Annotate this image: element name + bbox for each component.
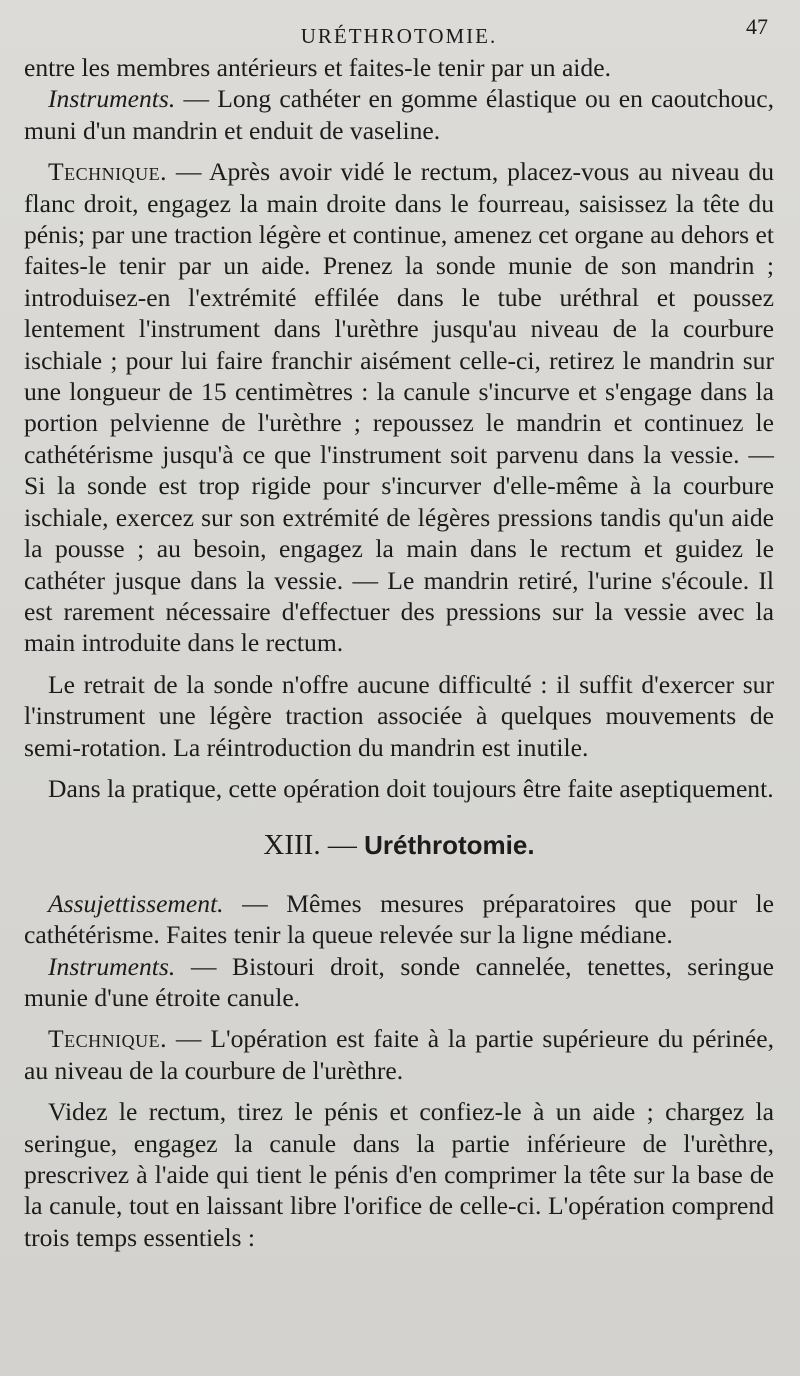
paragraph-assujettissement <box>24 888 774 951</box>
running-head <box>24 0 774 52</box>
section-heading <box>24 830 774 861</box>
assujettissement-label: Assujettissement. <box>48 888 224 918</box>
instruments-text: — Long cathéter en gomme élastique ou en caoutchouc, muni d'un mandrin et enduit de vaseline. <box>24 84 774 145</box>
body-text <box>24 52 774 1253</box>
section-title: Uréthrotomie. <box>364 830 535 861</box>
technique-2-text: — L'opération est faite à la partie supérieure du périnée, au niveau de la courbure de l'urèthre. <box>24 1024 774 1085</box>
paragraph-pratique: Dans la pratique, cette opération doit toujours être faite aseptiquement. <box>48 773 774 803</box>
technique-2-label: Technique. <box>48 1024 168 1054</box>
paragraph-continuation: entre les membres antérieurs et faites-le tenir par un aide. <box>24 53 611 82</box>
instruments-label: Instruments. <box>48 84 176 114</box>
instruments-2-label: Instruments. <box>48 951 176 981</box>
instruments-2-text: — Bistouri droit, sonde cannelée, tenettes, seringue munie d'une étroite canule. <box>24 951 774 1012</box>
technique-label: Technique. <box>48 157 168 187</box>
paragraph-instruments-2 <box>24 951 774 1014</box>
running-title: URÉTHROTOMIE. <box>300 24 498 48</box>
paragraph-retrait: Le retrait de la sonde n'offre aucune difficulté : il suffit d'exercer sur l'instrument une légère traction associée à quelques mouvements de semi-rotation. La réintroduction du mandrin est inutile. <box>24 669 774 762</box>
paragraph-technique <box>24 156 774 659</box>
paragraph-videz: Videz le rectum, tirez le pénis et confiez-le à un aide ; chargez la seringue, engagez la canule dans la partie inférieure de l'urèthre, prescrivez à l'aide qui tient le pénis d'en comprimer la tête sur la base de la canule, tout en laissant libre l'orifice de celle-ci. L'opération comprend trois temps essentiels : <box>24 1097 774 1252</box>
paragraph-technique-2 <box>24 1023 774 1086</box>
assujettissement-text: — Mêmes mesures préparatoires que pour le cathétérisme. Faites tenir la queue relevée sur la ligne médiane. <box>24 888 774 950</box>
section-number: XIII. — <box>263 829 365 862</box>
paragraph-instruments <box>24 83 774 146</box>
technique-text: — Après avoir vidé le rectum, placez-vous au niveau du flanc droit, engagez la main droite dans le fourreau, saisissez la tête du pénis; par une traction légère et continue, amenez cet organe au dehors et faites-le tenir par un aide. Prenez la sonde munie de son mandrin ; introduisez-en l'extrémité effilée dans le tube uréthral et poussez lentement l'instrument dans l'urèthre jusqu'au niveau de la courbure ischiale ; pour lui faire franchir aisément celle-ci, retirez le mandrin sur une longueur de 15 centimètres : la canule s'incurve et s'engage dans la portion pelvienne de l'urèthre ; repoussez le mandrin et continuez le cathétérisme jusqu'à ce que l'instrument soit parvenu dans la vessie. — Si la sonde est trop rigide pour s'incurver d'elle-même à la courbure ischiale, exercez sur son extrémité de légères pressions tandis qu'un aide la pousse ; au besoin, engagez la main dans le rectum et guidez le cathéter jusque dans la vessie. — Le mandrin retiré, l'urine s'écoule. Il est rarement nécessaire d'effectuer des pressions sur la vessie avec la main introduite dans le rectum. <box>24 157 774 658</box>
page-number: 47 <box>746 14 768 39</box>
